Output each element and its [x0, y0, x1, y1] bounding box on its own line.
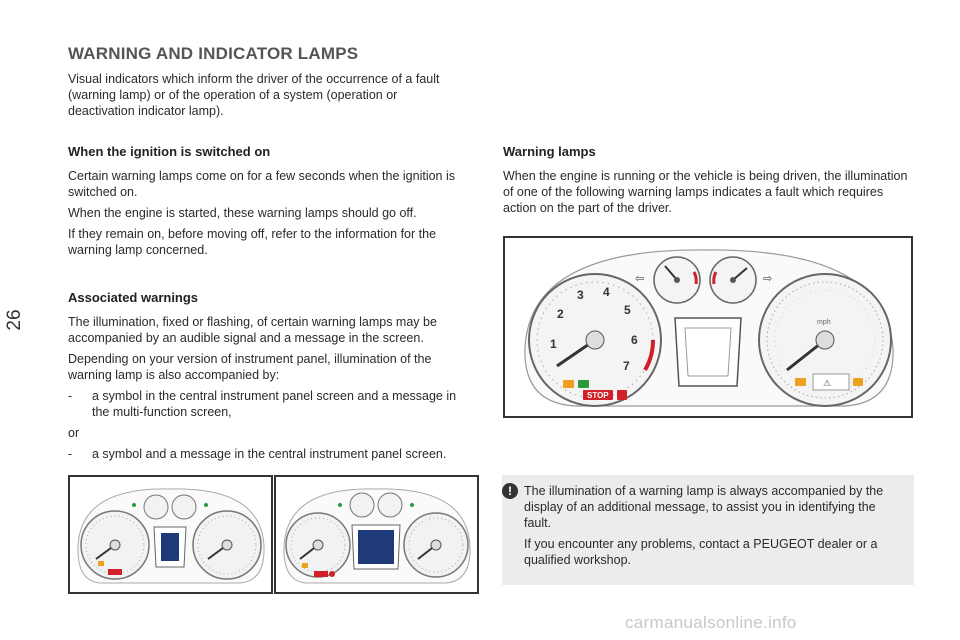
- speed-unit: mph: [817, 319, 831, 326]
- warning-lamp-green-icon: [578, 380, 589, 388]
- associated-heading: Associated warnings: [68, 290, 199, 305]
- speed-hub: [816, 331, 834, 349]
- info-paragraph: The illumination of a warning lamp is always accompanied by the display of an additional message, to assist you in identifying the fault.: [524, 484, 884, 530]
- brake-lamp-icon: [617, 390, 627, 400]
- watermark: carmanualsonline.info: [625, 613, 797, 632]
- central-screen: [358, 530, 394, 564]
- bullet-item: [68, 388, 468, 420]
- page-title: WARNING AND INDICATOR LAMPS: [68, 44, 359, 63]
- tach-number: 5: [624, 303, 631, 317]
- ignition-heading: When the ignition is switched on: [68, 144, 271, 159]
- warning-lamp-orange-icon: [563, 380, 574, 388]
- bullet-text: a symbol in the central instrument panel screen and a message in the multi-function screen,: [92, 389, 457, 419]
- stop-lamp-label: STOP: [587, 391, 609, 400]
- warning-triangle-icon: ⚠: [823, 378, 832, 388]
- associated-paragraph: The illumination, fixed or flashing, of certain warning lamps may be accompanied by an audible signal and a message in the screen.: [68, 315, 437, 345]
- page-number: 26: [4, 309, 25, 331]
- bullet-dash: -: [68, 447, 73, 461]
- instrument-panel-illustration: [503, 236, 913, 418]
- or-text: or: [68, 426, 80, 440]
- ignition-paragraph: If they remain on, before moving off, refer to the information for the warning lamp concerned.: [68, 227, 437, 257]
- instrument-panel-drawing: [505, 238, 911, 416]
- turn-right-icon: ⇨: [763, 273, 773, 285]
- associated-paragraph: Depending on your version of instrument panel, illumination of the warning lamp is also accompanied by:: [68, 352, 432, 382]
- intro-text: Visual indicators which inform the driver of the occurrence of a fault (warning lamp) or of the operation of a system (operation or deactivation indicator lamp).: [68, 72, 440, 118]
- instrument-panel-version-2: [274, 475, 479, 594]
- bullet-dash: -: [68, 389, 73, 403]
- exclamation-icon: !: [502, 483, 518, 499]
- central-screen: [161, 533, 179, 561]
- info-box: [502, 475, 914, 585]
- tach-number: 6: [631, 333, 638, 347]
- instrument-panel-version-1-drawing: [70, 477, 271, 592]
- turn-left-icon: ⇦: [635, 273, 645, 285]
- left-column: [68, 144, 468, 467]
- ignition-paragraph: Certain warning lamps come on for a few seconds when the ignition is switched on.: [68, 169, 456, 199]
- instrument-panel-version-1: [68, 475, 273, 594]
- tach-number: 2: [557, 307, 564, 321]
- tach-number: 1: [550, 337, 557, 351]
- warning-lamp-orange-icon: [795, 378, 806, 386]
- warning-lamps-heading: Warning lamps: [503, 144, 596, 159]
- instrument-panel-version-2-drawing: [276, 477, 477, 592]
- tach-number: 4: [603, 285, 610, 299]
- bullet-text: a symbol and a message in the central instrument panel screen.: [92, 447, 447, 461]
- right-column: [503, 144, 918, 221]
- warning-lamp-orange-icon: [853, 378, 863, 386]
- info-paragraph: If you encounter any problems, contact a PEUGEOT dealer or a qualified workshop.: [524, 537, 878, 567]
- tach-number: 7: [623, 359, 630, 373]
- warning-lamps-paragraph: When the engine is running or the vehicle is being driven, the illumination of one of the following warning lamps indicates a fault which requires action on the part of the driver.: [503, 169, 908, 215]
- tach-hub: [586, 331, 604, 349]
- bullet-item: [68, 446, 468, 462]
- ignition-paragraph: When the engine is started, these warning lamps should go off.: [68, 206, 417, 220]
- tach-number: 3: [577, 288, 584, 302]
